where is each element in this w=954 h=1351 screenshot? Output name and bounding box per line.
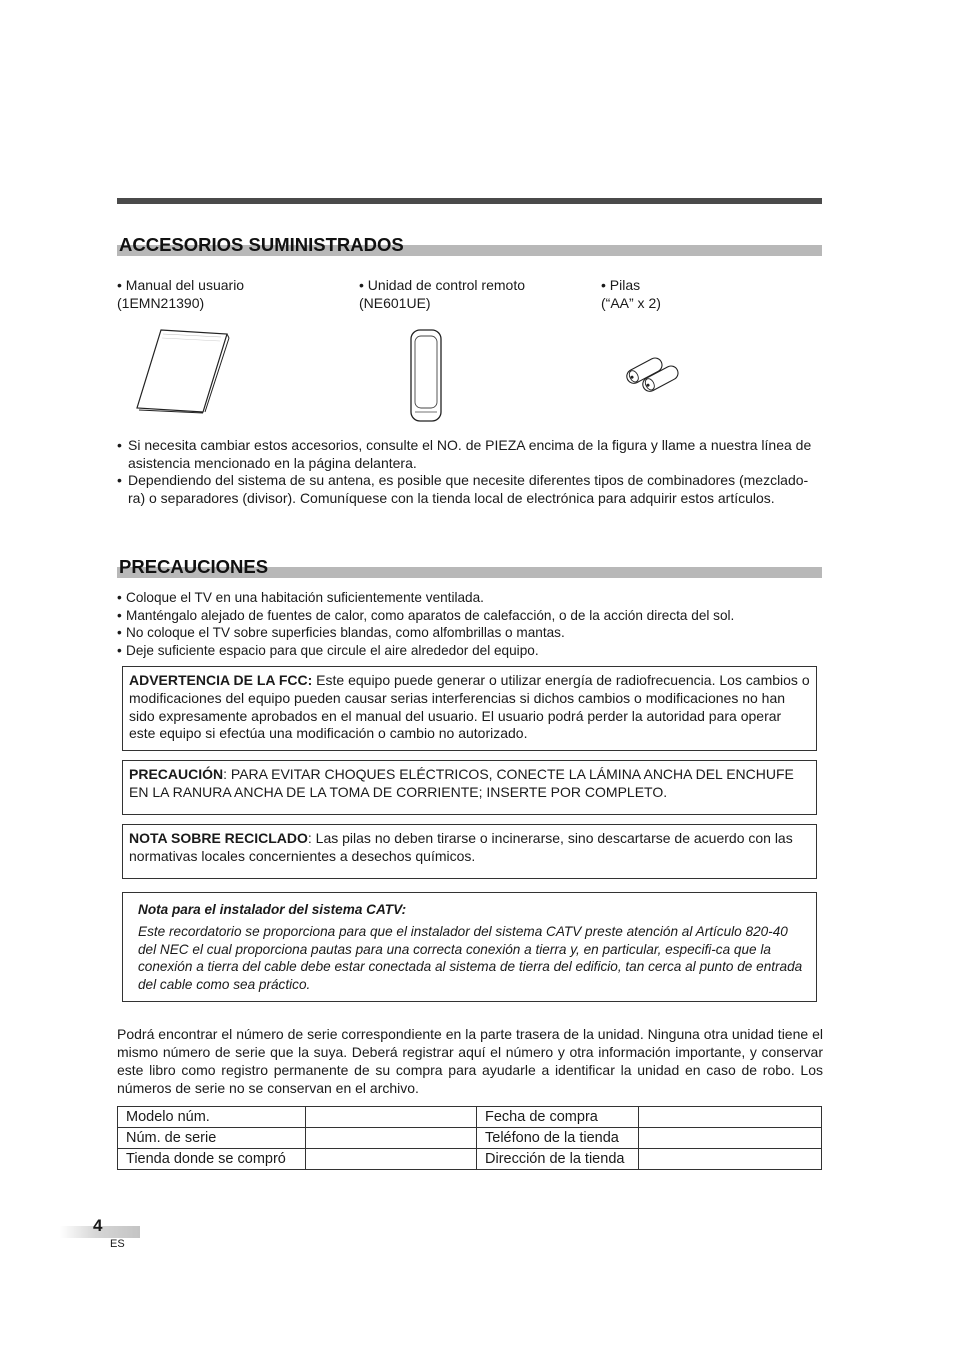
catv-note-heading: Nota para el instalador del sistema CATV: [138, 902, 407, 917]
fcc-warning-box [122, 666, 817, 751]
batteries-icon [620, 352, 686, 398]
table-cell-entry [306, 1149, 477, 1170]
table-cell-entry [639, 1149, 822, 1170]
recycling-note-label: NOTA SOBRE RECICLADO [129, 830, 308, 846]
table-cell-label: Modelo núm. [118, 1107, 306, 1128]
accessory-manual-label: • Manual del usuario (1EMN21390) [117, 277, 245, 311]
purchase-record-table [117, 1106, 822, 1170]
caution-label: PRECAUCIÓN [129, 766, 224, 782]
catv-note-text: Este recordatorio se proporciona para que el instalador del sistema CATV preste atención al Artículo 820-40 del NEC el cual proporciona pautas para una correcta conexión a tierra y, en particular, especifi-ca que la conexión a tierra del cable debe estar conectada al sistema de tierra del edificio, tan cerca al punto de entrada del cable como sea práctico. [138, 923, 803, 993]
page-number: 4 [93, 1216, 103, 1235]
precaution-item: • Deje suficiente espacio para que circule el aire alrededor del equipo. [117, 642, 823, 660]
precautions-list [117, 589, 823, 659]
table-row [118, 1107, 822, 1128]
table-cell-label: Núm. de serie [118, 1128, 306, 1149]
accessories-notes [117, 437, 823, 507]
section-title-accessories: ACCESORIOS SUMINISTRADOS [119, 234, 404, 255]
recycling-note-text: : Las pilas no deben tirarse o incinerarse, sino descartarse de acuerdo con las normativas locales concernientes a desechos químicos. [129, 830, 793, 864]
serial-number-note: Podrá encontrar el número de serie correspondiente en la parte trasera de la unidad. Ninguna otra unidad tiene el mismo número de serie que la suya. Deberá registrar aquí el número y otra información importante, y conservar este libro como registro permanente de su compra para ayudarle a identificar la unidad en caso de robo. Los números de serie no se conservan en el archivo. [117, 1026, 823, 1096]
caution-text: : PARA EVITAR CHOQUES ELÉCTRICOS, CONECTE LA LÁMINA ANCHA DEL ENCHUFE EN LA RANURA ANCHA DE LA TOMA DE CORRIENTE; INSERTE POR COMPLETO. [129, 766, 794, 800]
table-cell-entry [306, 1128, 477, 1149]
accessories-note: • Si necesita cambiar estos accesorios, consulte el NO. de PIEZA encima de la figura y llame a nuestra línea de asistencia mencionado en la página delantera. [117, 437, 823, 472]
table-row [118, 1149, 822, 1170]
table-cell-entry [306, 1107, 477, 1128]
fcc-warning-label: ADVERTENCIA DE LA FCC: [129, 672, 313, 688]
accessories-note: • Dependiendo del sistema de su antena, es posible que necesite diferentes tipos de combinadores (mezclado-ra) o separadores (divisor). Comuníquese con la tienda local de electrónica para adquirir estos artículos. [117, 472, 823, 507]
section-header-accessories [117, 234, 822, 256]
top-rule [117, 198, 822, 204]
recycling-note-box [122, 824, 817, 879]
precaution-item: • No coloque el TV sobre superficies blandas, como alfombrillas o mantas. [117, 624, 823, 642]
section-title-precautions: PRECAUCIONES [119, 556, 269, 577]
section-header-precautions [117, 556, 822, 578]
table-cell-label: Teléfono de la tienda [477, 1128, 639, 1149]
caution-box [122, 760, 817, 815]
table-row [118, 1128, 822, 1149]
table-cell-entry [639, 1128, 822, 1149]
fcc-warning-text: Este equipo puede generar o utilizar energía de radiofrecuencia. Los cambios o modificaciones del equipo pueden causar serias interferencias si dichos cambios o modificaciones no han sido expresamente aprobados en el manual del usuario. El usuario podrá perder la autoridad para operar este equipo si efectúa una modificación o cambio no autorizado. [129, 672, 810, 742]
precaution-item: • Manténgalo alejado de fuentes de calor, como aparatos de calefacción, o de la acción directa del sol. [117, 607, 823, 625]
accessory-remote-label: • Unidad de control remoto (NE601UE) [359, 277, 525, 311]
precaution-item: • Coloque el TV en una habitación suficientemente ventilada. [117, 589, 823, 607]
remote-control-icon [408, 328, 444, 424]
table-cell-entry [639, 1107, 822, 1128]
language-code: ES [110, 1238, 125, 1250]
table-cell-label: Tienda donde se compró [118, 1149, 306, 1170]
table-cell-label: Dirección de la tienda [477, 1149, 639, 1170]
catv-note-box [122, 892, 817, 1002]
table-cell-label: Fecha de compra [477, 1107, 639, 1128]
accessory-batteries-label: • Pilas (“AA” x 2) [601, 277, 661, 311]
manual-icon [135, 328, 231, 414]
